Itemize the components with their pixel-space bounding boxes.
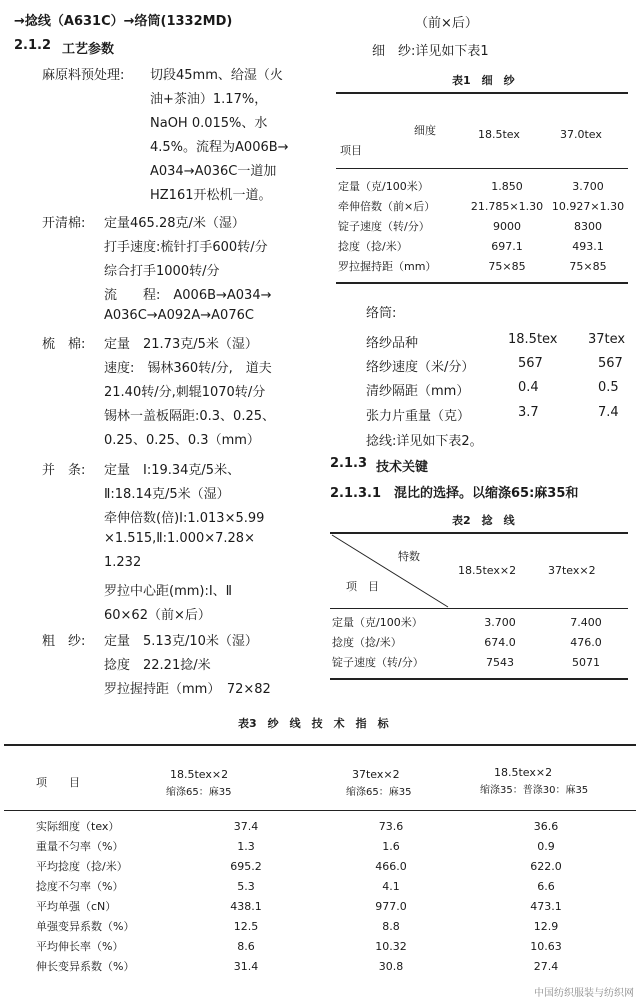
table1-title: 表1 细 纱 <box>452 74 515 87</box>
param-text: Ⅱ:18.14克/5米（湿） <box>104 487 230 502</box>
table-cell: 单强变异系数（%） <box>36 920 135 933</box>
table-row <box>36 896 616 916</box>
table-cell: 622.0 <box>530 859 562 873</box>
section-number: 2.1.3 <box>330 456 368 471</box>
param-text: 罗拉握持距（mm） 72×82 <box>104 682 271 697</box>
winding-label: 络纱速度（米/分） <box>366 360 475 375</box>
table-row <box>36 816 616 836</box>
table-row <box>332 652 628 672</box>
param-text: 综合打手1000转/分 <box>104 264 220 279</box>
param-text: 定量 I:19.34克/5米、 <box>104 463 241 478</box>
table1-header-rule <box>336 168 628 169</box>
table1 <box>338 176 628 276</box>
param-text: 流 程: A006B→A034→ <box>104 288 272 303</box>
param-text: 罗拉中心距(mm):I、Ⅱ <box>104 584 233 599</box>
table2-title: 表2 捻 线 <box>452 514 515 527</box>
param-text: 打手速度:梳针打手600转/分 <box>104 240 268 255</box>
table-cell: 3.700 <box>572 179 604 193</box>
table-cell: 伸长变异系数（%） <box>36 960 135 973</box>
table3-col-subheader: 缩涤65：麻35 <box>346 787 412 798</box>
table3-top-rule <box>4 744 636 746</box>
winding-label: 清纱隔距（mm） <box>366 384 470 399</box>
table-cell: 977.0 <box>375 899 407 913</box>
table-cell: 36.6 <box>533 819 559 833</box>
table-row <box>36 836 616 856</box>
table-cell: 75×85 <box>569 259 607 273</box>
table1-col-header: 18.5tex <box>478 128 520 141</box>
table1-bottom-rule <box>336 282 628 284</box>
table-row <box>36 876 616 896</box>
param-text: 切段45mm、给湿（火 <box>150 68 283 83</box>
table-cell: 定量（克/100米） <box>338 180 429 193</box>
param-text: 捻度 22.21捻/米 <box>104 658 211 673</box>
table3-header-rule <box>4 810 636 811</box>
table-cell: 罗拉握持距（mm） <box>338 260 437 273</box>
table-cell: 4.1 <box>382 879 400 893</box>
table-cell: 1.3 <box>237 839 255 853</box>
table-cell: 438.1 <box>230 899 262 913</box>
table2-diagonal <box>330 533 450 609</box>
section-number: 2.1.2 <box>14 38 52 53</box>
param-text: 0.25、0.25、0.3（mm） <box>104 433 260 448</box>
table-row <box>338 176 628 196</box>
table2-bottom-rule <box>330 678 628 680</box>
table-row <box>338 216 628 236</box>
param-text: 定量 5.13克/10米（湿） <box>104 634 258 649</box>
table-cell: 476.0 <box>570 635 602 649</box>
param-text: 定量 21.73克/5米（湿） <box>104 337 258 352</box>
table-row <box>338 236 628 256</box>
winding-head: 络纱品种 <box>366 336 419 351</box>
table-cell: 平均单强（cN） <box>36 900 117 913</box>
table-cell: 7.400 <box>570 615 602 629</box>
twisting-ref: 捻线:详见如下表2。 <box>366 434 483 449</box>
table-cell: 3.700 <box>484 615 516 629</box>
param-label: 麻原料预处理: <box>42 68 125 83</box>
table3-col-header: 18.5tex×2 <box>170 768 229 781</box>
table1-head-item: 项目 <box>340 144 362 157</box>
table3-col-subheader: 缩涤35：普涤30：麻35 <box>480 785 589 796</box>
table-row <box>36 916 616 936</box>
table-cell: 8.8 <box>382 919 400 933</box>
table-row <box>338 256 628 276</box>
table-cell: 73.6 <box>378 819 404 833</box>
table-cell: 10.32 <box>375 939 407 953</box>
table3-col-subheader: 缩涤65：麻35 <box>166 787 232 798</box>
table-cell: 实际细度（tex） <box>36 820 120 833</box>
table-cell: 12.9 <box>533 919 559 933</box>
winding-head: 37tex <box>588 332 626 347</box>
table-cell: 锭子速度（转/分） <box>332 656 424 669</box>
table3 <box>36 816 616 976</box>
table-cell: 695.2 <box>230 859 262 873</box>
param-text: 速度: 锡林360转/分, 道夫 <box>104 361 272 376</box>
table-cell: 8.6 <box>237 939 255 953</box>
table-cell: 674.0 <box>484 635 516 649</box>
table-cell: 5.3 <box>237 879 255 893</box>
param-text: HZ161开松机一道。 <box>150 188 272 203</box>
param-text: 1.232 <box>104 555 142 570</box>
table-row <box>36 936 616 956</box>
winding-title: 络筒: <box>366 306 397 321</box>
winding-value: 0.5 <box>598 380 619 395</box>
table-cell: 37.4 <box>233 819 259 833</box>
table-cell: 捻度（捻/米） <box>332 636 402 649</box>
table-cell: 27.4 <box>533 959 559 973</box>
param-text: ×1.515,Ⅱ:1.000×7.28× <box>104 531 255 546</box>
table3-col-header: 37tex×2 <box>352 768 400 781</box>
table-cell: 1.6 <box>382 839 400 853</box>
process-flow-line: →捻线（A631C）→络筒(1332MD) <box>14 14 233 29</box>
param-text: 油+茶油）1.17%， <box>150 92 268 107</box>
param-text: A034→A036C一道加 <box>150 164 277 179</box>
table-cell: 定量（克/100米） <box>332 616 423 629</box>
param-text: 60×62（前×后） <box>104 608 211 623</box>
table-cell: 21.785×1.30 <box>470 199 544 213</box>
section-title: 技术关键 <box>376 460 429 475</box>
table-cell: 平均伸长率（%） <box>36 940 124 953</box>
param-text: 牵伸倍数(倍)I:1.013×5.99 <box>104 511 265 526</box>
table-cell: 30.8 <box>378 959 404 973</box>
param-text: 21.40转/分,刺辊1070转/分 <box>104 385 266 400</box>
param-label: 并 条: <box>42 463 86 478</box>
watermark-text: 中国纺织服装与纺织网 <box>534 988 634 999</box>
table2-head-spec: 特数 <box>398 550 420 563</box>
spinning-ref: 细 纱:详见如下表1 <box>372 44 489 59</box>
param-text: NaOH 0.015%、水 <box>150 116 268 131</box>
table-cell: 8300 <box>574 219 602 233</box>
table-row <box>338 196 628 216</box>
param-text: 4.5%。流程为A006B→ <box>150 140 289 155</box>
table3-col-header: 18.5tex×2 <box>494 766 553 779</box>
table-cell: 9000 <box>493 219 521 233</box>
table-cell: 1.850 <box>491 179 523 193</box>
param-label: 开清棉: <box>42 216 86 231</box>
table-cell: 12.5 <box>233 919 259 933</box>
table-cell: 5071 <box>572 655 600 669</box>
param-text: A036C→A092A→A076C <box>104 308 254 323</box>
param-label: 梳 棉: <box>42 337 86 352</box>
table-row <box>36 856 616 876</box>
continued-text: （前×后） <box>415 16 478 31</box>
table-cell: 466.0 <box>375 859 407 873</box>
table-cell: 493.1 <box>572 239 604 253</box>
table-cell: 0.9 <box>537 839 555 853</box>
table-cell: 锭子速度（转/分） <box>338 220 430 233</box>
table-cell: 重量不匀率（%） <box>36 840 124 853</box>
table-cell: 10.63 <box>530 939 562 953</box>
table-cell: 捻度不匀率（%） <box>36 880 124 893</box>
table3-title: 表3 纱 线 技 术 指 标 <box>238 717 389 730</box>
table2 <box>332 612 628 672</box>
table-row <box>36 956 616 976</box>
table-cell: 捻度（捻/米） <box>338 240 408 253</box>
param-label: 粗 纱: <box>42 634 86 649</box>
paragraph-text: 2.1.3.1 混比的选择。以缩涤65:麻35和 <box>330 486 579 501</box>
table1-top-rule <box>336 92 628 94</box>
table-cell: 牵伸倍数（前×后） <box>338 200 436 213</box>
param-text: 定量465.28克/米（湿） <box>104 216 245 231</box>
table-cell: 31.4 <box>233 959 259 973</box>
table3-head-item: 项 目 <box>36 776 80 789</box>
table-cell: 6.6 <box>537 879 555 893</box>
table2-header-rule <box>330 608 628 609</box>
table-cell: 697.1 <box>491 239 523 253</box>
winding-head: 18.5tex <box>508 332 558 347</box>
table2-head-item: 项 目 <box>346 580 379 593</box>
winding-label: 张力片重量（克） <box>366 409 471 424</box>
table-cell: 平均捻度（捻/米） <box>36 860 128 873</box>
winding-value: 7.4 <box>598 405 619 420</box>
table-cell: 75×85 <box>488 259 526 273</box>
table-row <box>332 632 628 652</box>
table1-head-fineness: 细度 <box>414 124 436 137</box>
section-title: 工艺参数 <box>62 42 115 57</box>
table-cell: 473.1 <box>530 899 562 913</box>
winding-value: 567 <box>518 356 543 371</box>
winding-value: 3.7 <box>518 405 539 420</box>
table-cell: 7543 <box>486 655 514 669</box>
winding-value: 567 <box>598 356 623 371</box>
table2-col-header: 18.5tex×2 <box>458 564 517 577</box>
table2-col-header: 37tex×2 <box>548 564 596 577</box>
winding-value: 0.4 <box>518 380 539 395</box>
table-row <box>332 612 628 632</box>
table1-col-header: 37.0tex <box>560 128 602 141</box>
table-cell: 10.927×1.30 <box>551 199 625 213</box>
param-text: 锡林一盖板隔距:0.3、0.25、 <box>104 409 275 424</box>
